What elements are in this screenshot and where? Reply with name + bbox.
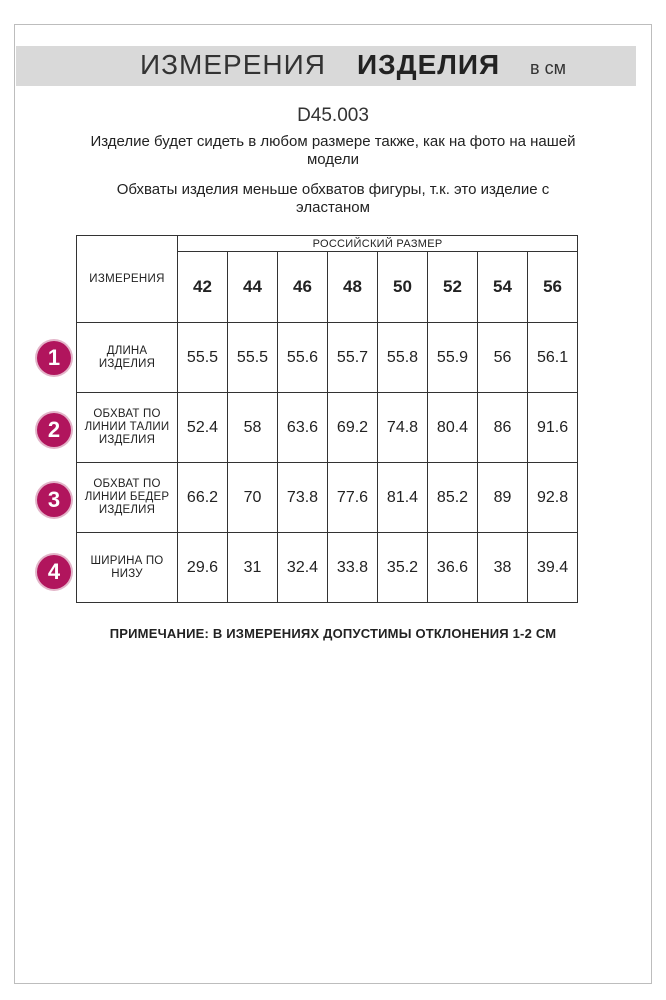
table-cell: 55.7 [328, 323, 378, 393]
table-cell: 36.6 [428, 533, 478, 603]
table-cell: 29.6 [178, 533, 228, 603]
size-header: 42 [178, 252, 228, 323]
size-header: 44 [228, 252, 278, 323]
table-cell: 58 [228, 393, 278, 463]
row-label: ОБХВАТ ПО ЛИНИИ ТАЛИИ ИЗДЕЛИЯ [77, 393, 178, 463]
elastane-note: Обхваты изделия меньше обхватов фигуры, т.к. это изделие с эластаном [116, 181, 550, 216]
size-table [76, 235, 578, 603]
table-cell: 52.4 [178, 393, 228, 463]
table-cell: 85.2 [428, 463, 478, 533]
table-cell: 63.6 [278, 393, 328, 463]
table-cell: 38 [478, 533, 528, 603]
table-cell: 66.2 [178, 463, 228, 533]
row-number-badge: 4 [37, 555, 71, 589]
table-cell: 89 [478, 463, 528, 533]
table-cell: 81.4 [378, 463, 428, 533]
table-cell: 31 [228, 533, 278, 603]
table-cell: 74.8 [378, 393, 428, 463]
size-header: 54 [478, 252, 528, 323]
title-part2: ИЗДЕЛИЯ [357, 49, 501, 80]
row-number-badge: 1 [37, 341, 71, 375]
table-cell: 35.2 [378, 533, 428, 603]
table-cell: 33.8 [328, 533, 378, 603]
size-header: 52 [428, 252, 478, 323]
table-cell: 55.9 [428, 323, 478, 393]
row-number-badge: 3 [37, 483, 71, 517]
table-cell: 69.2 [328, 393, 378, 463]
table-cell: 80.4 [428, 393, 478, 463]
title-unit: в см [530, 58, 566, 78]
table-cell: 39.4 [528, 533, 578, 603]
table-row [77, 323, 578, 393]
table-cell: 55.5 [178, 323, 228, 393]
table-cell: 55.5 [228, 323, 278, 393]
table-row [77, 463, 578, 533]
size-header: 48 [328, 252, 378, 323]
table-row [77, 393, 578, 463]
table-cell: 55.8 [378, 323, 428, 393]
tolerance-footnote: ПРИМЕЧАНИЕ: В ИЗМЕРЕНИЯХ ДОПУСТИМЫ ОТКЛОНЕНИЯ 1-2 СМ [109, 626, 557, 641]
table-header-row [77, 236, 578, 252]
row-number-badge: 2 [37, 413, 71, 447]
table-cell: 56.1 [528, 323, 578, 393]
table-cell: 92.8 [528, 463, 578, 533]
measurement-header: ИЗМЕРЕНИЯ [77, 236, 178, 323]
table-cell: 55.6 [278, 323, 328, 393]
table-cell: 86 [478, 393, 528, 463]
table-cell: 56 [478, 323, 528, 393]
row-label: ДЛИНА ИЗДЕЛИЯ [77, 323, 178, 393]
table-cell: 73.8 [278, 463, 328, 533]
size-group-header: РОССИЙСКИЙ РАЗМЕР [178, 236, 578, 252]
table-cell: 91.6 [528, 393, 578, 463]
table-cell: 70 [228, 463, 278, 533]
row-label: ШИРИНА ПО НИЗУ [77, 533, 178, 603]
table-cell: 77.6 [328, 463, 378, 533]
size-header: 56 [528, 252, 578, 323]
size-header: 46 [278, 252, 328, 323]
fit-note: Изделие будет сидеть в любом размере также, как на фото на нашей модели [90, 133, 576, 168]
table-row [77, 533, 578, 603]
title-part1: ИЗМЕРЕНИЯ [140, 49, 326, 80]
product-code: D45.003 [297, 105, 369, 126]
size-header: 50 [378, 252, 428, 323]
row-label: ОБХВАТ ПО ЛИНИИ БЕДЕР ИЗДЕЛИЯ [77, 463, 178, 533]
table-cell: 32.4 [278, 533, 328, 603]
